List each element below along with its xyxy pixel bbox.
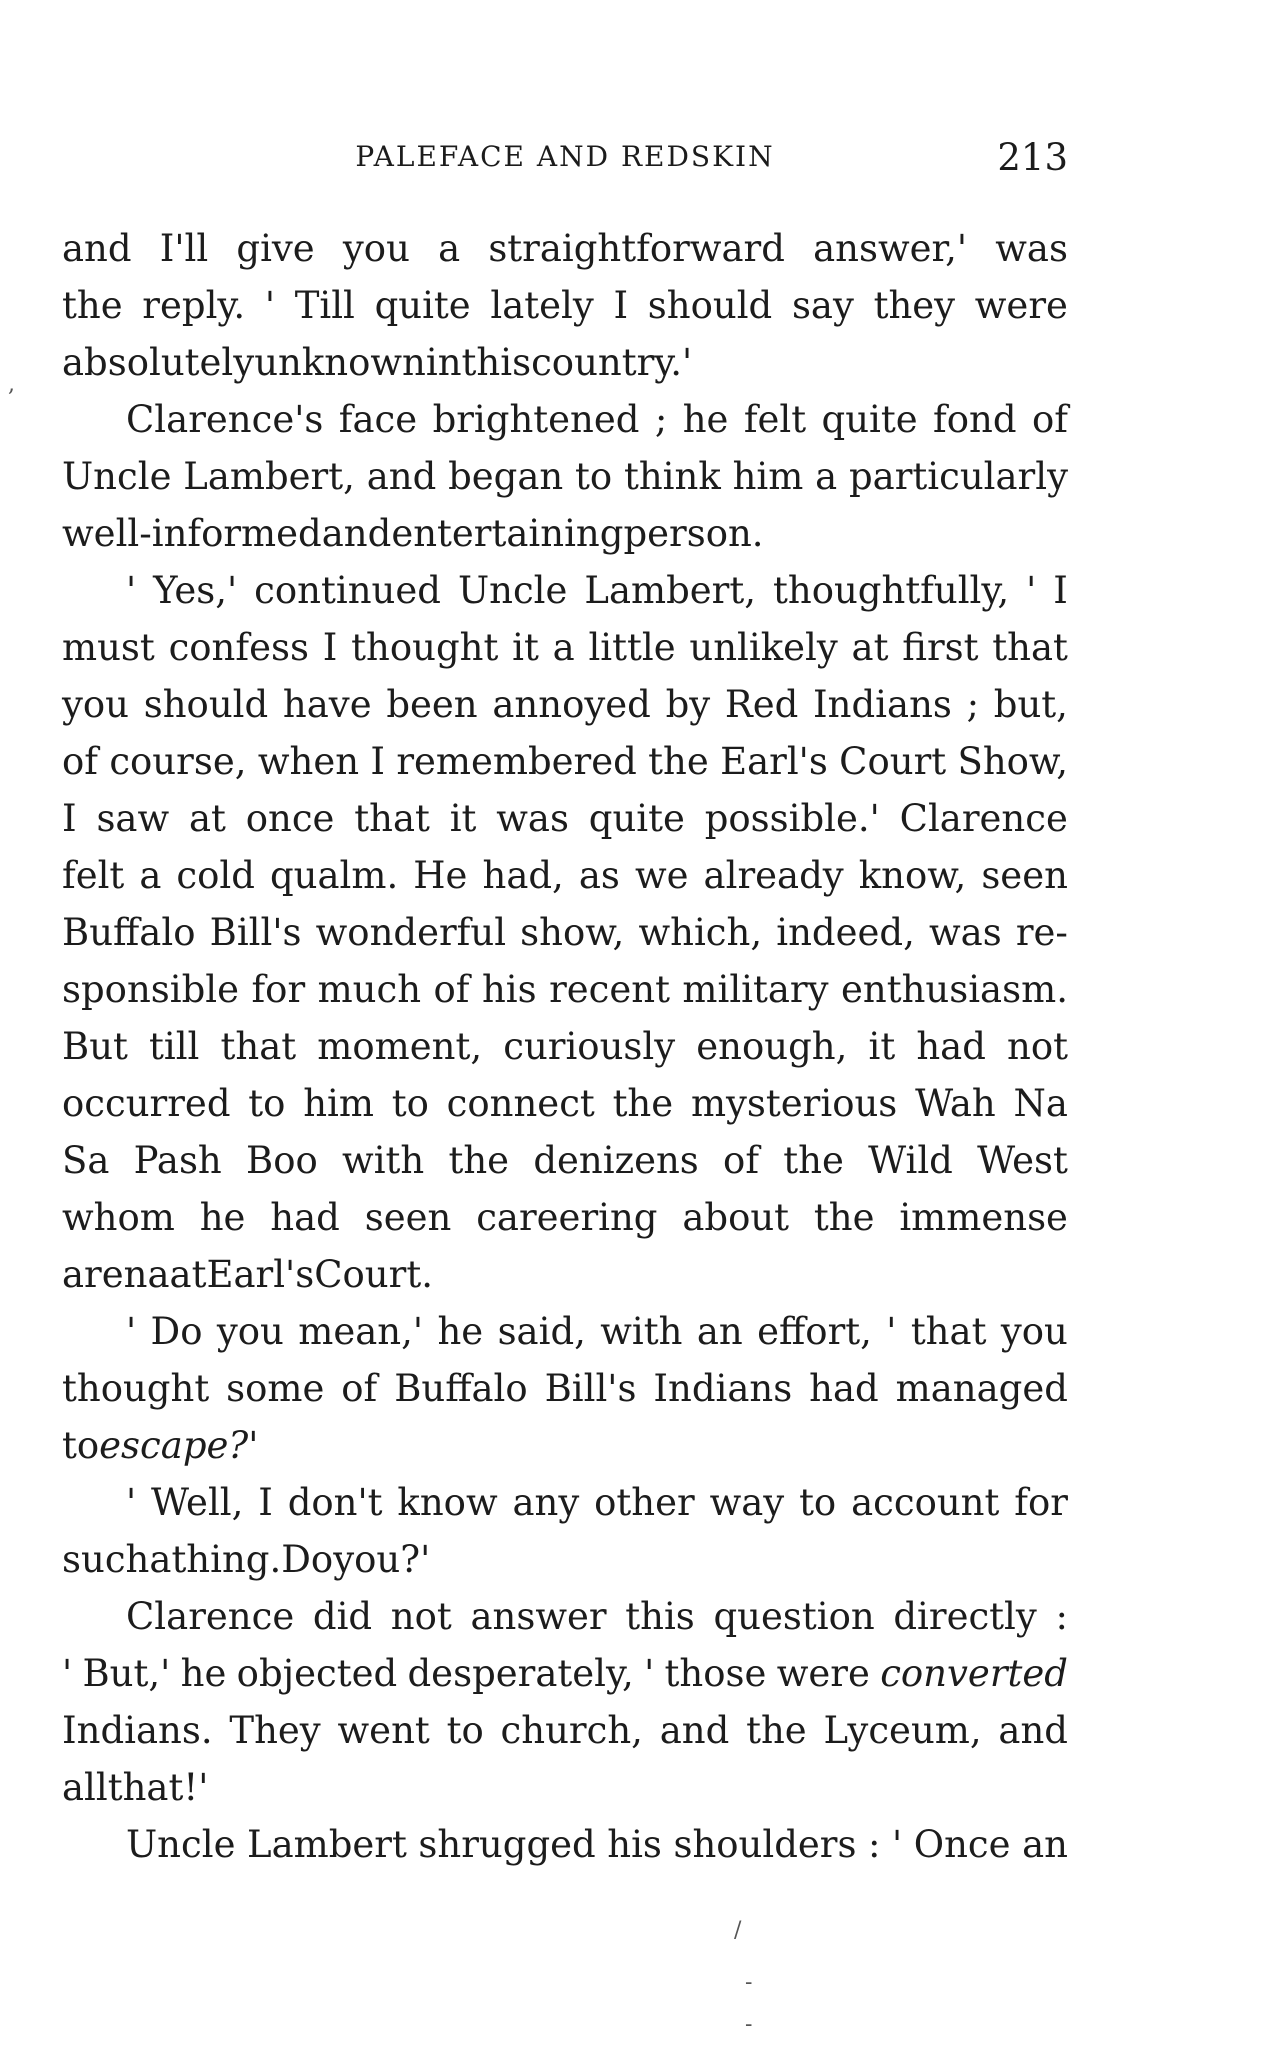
text-line: must confess I thought it a little unlikely at first that [62, 626, 1068, 669]
body-text [62, 220, 1068, 1873]
text-line: felt a cold qualm. He had, as we already know, seen [62, 854, 1068, 897]
text-line: ' Yes,' continued Uncle Lambert, thoughtfully, ' I [126, 569, 1068, 612]
text-line: occurred to him to connect the mysterious Wah Na [62, 1082, 1068, 1125]
margin-speck: - [745, 2012, 753, 2037]
text-line: ' Well, I don't know any other way to account for [126, 1481, 1068, 1524]
text-line: to escape ? ' [62, 1424, 259, 1467]
text-line: I saw at once that it was quite possible.' Clarence [62, 797, 1068, 840]
margin-speck: , [8, 372, 15, 397]
text-line: such a thing. Do you ? ' [62, 1538, 431, 1581]
running-title: PALEFACE AND REDSKIN [355, 140, 775, 173]
text-line: sponsible for much of his recent military enthusiasm. [62, 968, 1068, 1011]
running-head [62, 136, 1068, 179]
text-line: absolutely unknown in this country.' [62, 341, 693, 384]
text-line: the reply. ' Till quite lately I should say they were [62, 284, 1068, 327]
text-line: Buffalo Bill's wonderful show, which, indeed, was re- [62, 911, 1068, 954]
text-line: thought some of Buffalo Bill's Indians had managed [62, 1367, 1068, 1410]
margin-speck: - [745, 1970, 753, 1995]
text-line: But till that moment, curiously enough, it had not [62, 1025, 1068, 1068]
text-line: Sa Pash Boo with the denizens of the Wild West [62, 1139, 1068, 1182]
text-line: arena at Earl's Court. [62, 1253, 433, 1296]
text-line: whom he had seen careering about the immense [62, 1196, 1068, 1239]
text-line: Indians. They went to church, and the Lyceum, and [62, 1709, 1068, 1752]
text-line: of course, when I remembered the Earl's Court Show, [62, 740, 1068, 783]
page-number: 213 [997, 136, 1068, 179]
margin-speck: / [734, 1918, 742, 1943]
text-line: Clarence's face brightened ; he felt quite fond of [126, 398, 1068, 441]
text-line: ' Do you mean,' he said, with an effort, ' that you [126, 1310, 1068, 1353]
text-line: Clarence did not answer this question directly : [126, 1595, 1068, 1638]
text-line: and I'll give you a straightforward answer,' was [62, 227, 1068, 270]
text-line: you should have been annoyed by Red Indians ; but, [62, 683, 1068, 726]
text-line: ' But,' he objected desperately, ' those were converted [62, 1652, 1068, 1695]
text-line: all that ! ' [62, 1766, 209, 1809]
text-line: Uncle Lambert, and began to think him a particularly [62, 455, 1068, 498]
text-line: well-informed and entertaining person. [62, 512, 764, 555]
text-line: Uncle Lambert shrugged his shoulders : ' Once an [126, 1823, 1068, 1866]
